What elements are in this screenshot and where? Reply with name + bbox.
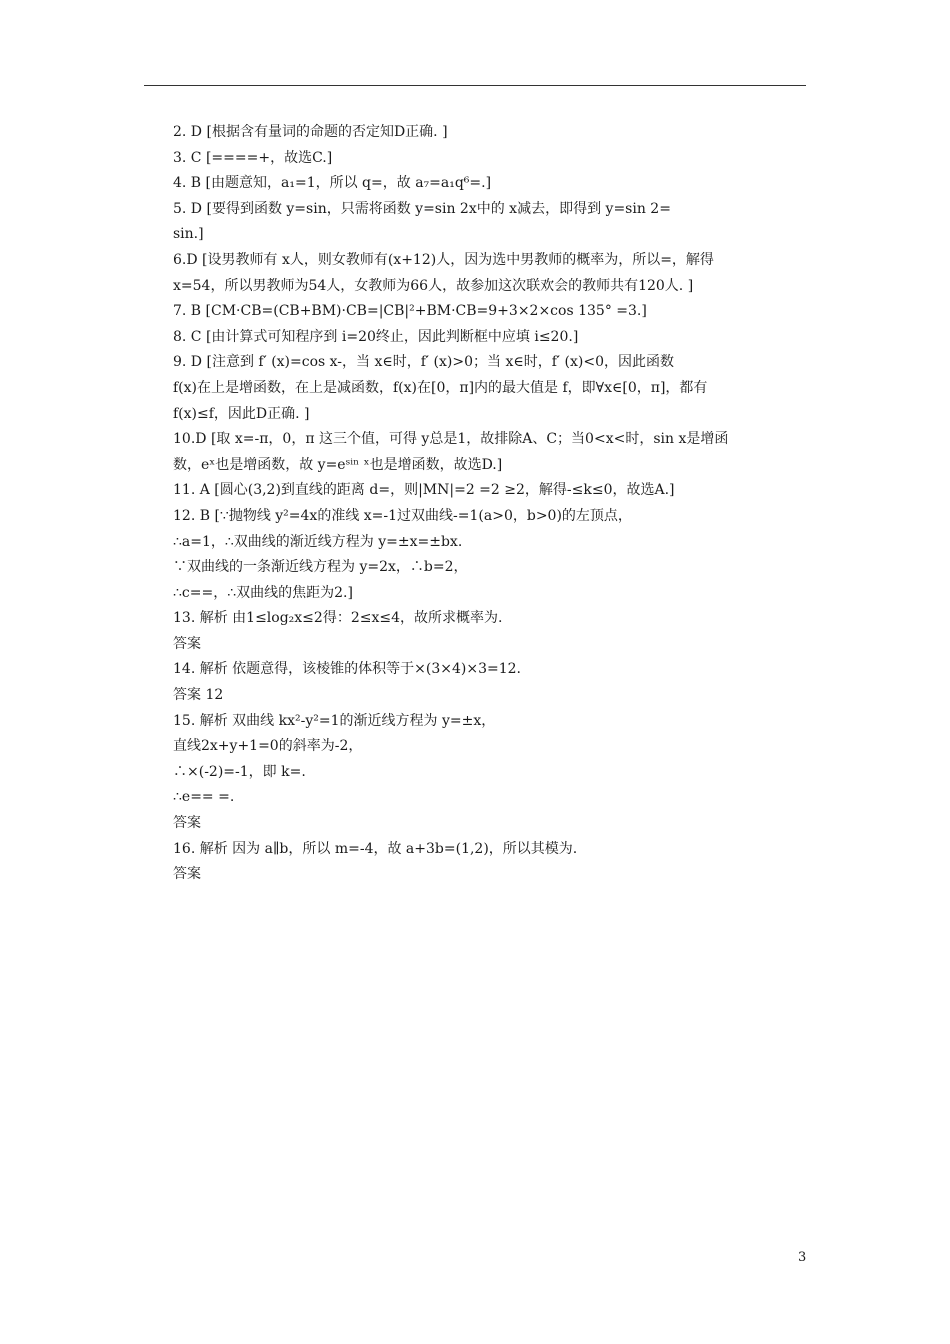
answer-line: x=54，所以男教师为54人，女教师为66人，故参加这次联欢会的教师共有120人. ] (173, 277, 694, 294)
answer-line: 14. 解析 依题意得，该棱锥的体积等于×(3×4)×3=12. (173, 661, 521, 678)
answer-line: 3. C [====+，故选C.] (173, 149, 333, 166)
answer-line: ∴c==，∴双曲线的焦距为2.] (173, 584, 353, 601)
answer-line: f(x)≤f，因此D正确. ] (173, 405, 310, 422)
answer-line: 9. D [注意到 f′ (x)=cos x-，当 x∈时，f′ (x)>0；当 x∈时，f′ (x)<0，因此函数 (173, 354, 674, 371)
answer-line: ∴e== =. (173, 789, 235, 806)
answer-line: ∴a=1，∴双曲线的渐近线方程为 y=±x=±bx. (173, 533, 463, 550)
answer-line: 10.D [取 x=-π，0，π 这三个值，可得 y总是1，故排除A、C；当0<x<时，sin x是增函 (173, 431, 729, 448)
answer-line: 13. 解析 由1≤log₂x≤2得：2≤x≤4，故所求概率为. (173, 610, 503, 627)
answer-line: f(x)在上是增函数，在上是减函数，f(x)在[0，π]内的最大值是 f，即∀x∈[0，π]，都有 (173, 379, 708, 396)
answer-line: 4. B [由题意知，a₁=1，所以 q=，故 a₇=a₁q⁶=.] (173, 175, 492, 192)
answer-line: 答案 (173, 815, 201, 832)
answer-line: 5. D [要得到函数 y=sin，只需将函数 y=sin 2x中的 x减去，即得到 y=sin 2= (173, 200, 671, 217)
answer-line: 7. B [CM·CB=(CB+BM)·CB=|CB|²+BM·CB=9+3×2×cos 135° =3.] (173, 303, 647, 320)
answer-line: 答案 12 (173, 687, 224, 704)
answer-line: 2. D [根据含有量词的命题的否定知D正确. ] (173, 124, 448, 140)
answer-line: 答案 (173, 866, 201, 883)
answer-line: ∴×(-2)=-1，即 k=. (173, 763, 306, 780)
answer-line: 直线2x+y+1=0的斜率为-2， (173, 738, 363, 755)
answer-line: 11. A [圆心(3,2)到直线的距离 d=，则|MN|=2 =2 ≥2，解得-≤k≤0，故选A.] (173, 482, 675, 499)
page-number: 3 (798, 1250, 807, 1265)
answer-line: 15. 解析 双曲线 kx²-y²=1的渐近线方程为 y=±x， (173, 712, 496, 729)
answer-line: sin.] (173, 226, 204, 243)
answer-line: 数，eˣ也是增函数，故 y=eˢⁱⁿ ˣ也是增函数，故选D.] (173, 456, 503, 473)
answer-line: 答案 (173, 635, 201, 652)
answer-line: ∵双曲线的一条渐近线方程为 y=2x，∴b=2， (173, 559, 468, 576)
answer-content (173, 120, 813, 888)
answer-line: 12. B [∵抛物线 y²=4x的准线 x=-1过双曲线-=1(a>0，b>0)的左顶点， (173, 507, 632, 524)
answer-line: 16. 解析 因为 a∥b，所以 m=-4，故 a+3b=(1,2)，所以其模为. (173, 840, 578, 857)
header-rule (144, 85, 806, 86)
answer-line: 6.D [设男教师有 x人，则女教师有(x+12)人，因为选中男教师的概率为，所以=，解得 (173, 251, 714, 268)
answer-line: 8. C [由计算式可知程序到 i=20终止，因此判断框中应填 i≤20.] (173, 328, 579, 345)
